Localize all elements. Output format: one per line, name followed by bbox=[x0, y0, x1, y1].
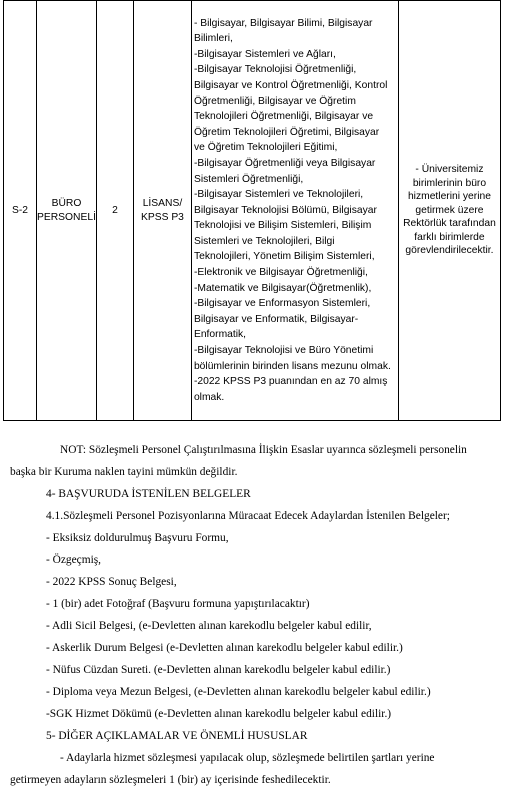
requirement-line: -Bilgisayar Öğretmenliği veya Bilgisayar bbox=[193, 157, 376, 169]
required-document-item: - Adli Sicil Belgesi, (e-Devletten alınan karekodlu belgeler kabul edilir, bbox=[46, 620, 372, 632]
requirement-line: Teknolojisi ve Bilişim Sistemleri, Bilişim bbox=[193, 220, 372, 232]
requirement-line: -Bilgisayar Sistemleri ve Ağları, bbox=[193, 48, 336, 60]
note-paragraph-line: başka bir Kuruma naklen tayini mümkün değildir. bbox=[10, 466, 238, 478]
required-document-item: - Eksiksiz doldurulmuş Başvuru Formu, bbox=[46, 532, 229, 544]
requirement-line: Bilgisayar ve Kontrol Öğretmenliği, Kontrol bbox=[193, 79, 388, 91]
note-paragraph-line: NOT: Sözleşmeli Personel Çalıştırılmasına İlişkin Esaslar uyarınca sözleşmeli personelin bbox=[60, 444, 467, 456]
requirement-line: -2022 KPSS P3 puanından en az 70 almış bbox=[193, 376, 388, 388]
requirement-line: Bilimleri, bbox=[193, 33, 233, 45]
requirement-line: olmak. bbox=[193, 391, 225, 403]
remark-line: Rektörlük tarafından bbox=[403, 218, 496, 230]
remark-line: farklı birimlerde bbox=[414, 231, 485, 243]
requirement-line: Sistemleri ve Teknolojileri, Bilgi bbox=[193, 235, 335, 247]
remark-line: görevlendirilecektir. bbox=[405, 245, 494, 257]
requirement-line: -Bilgisayar Sistemleri ve Teknolojileri, bbox=[193, 189, 364, 201]
education-level-cell bbox=[133, 1, 191, 421]
remark-line: birimlerinin büro bbox=[412, 177, 487, 189]
required-document-item: - 1 (bir) adet Fotoğraf (Başvuru formuna yapıştırılacaktır) bbox=[46, 598, 310, 610]
section-5-paragraph-line: getirmeyen adayların sözleşmeleri 1 (bir) ay içerisinde feshedilecektir. bbox=[10, 774, 331, 786]
education-level-line: KPSS P3 bbox=[140, 211, 184, 223]
requirement-line: -Bilgisayar Teknolojisi ve Büro Yönetimi bbox=[193, 345, 374, 357]
requirement-line: Teknolojileri Öğretmenliği, Bilgisayar ve bbox=[193, 111, 374, 123]
required-document-item: - Askerlik Durum Belgesi (e-Devletten alınan karekodlu belgeler kabul edilir.) bbox=[46, 642, 403, 654]
table-row bbox=[4, 1, 501, 421]
position-title-line: BÜRO bbox=[51, 197, 82, 209]
section-4-subheading: 4.1.Sözleşmeli Personel Pozisyonlarına Müracaat Edecek Adaylardan İstenilen Belgeler; bbox=[46, 510, 450, 522]
required-document-item: -SGK Hizmet Dökümü (e-Devletten alınan karekodlu belgeler kabul edilir.) bbox=[46, 708, 392, 720]
requirements-cell bbox=[191, 1, 398, 421]
position-code-cell bbox=[4, 1, 37, 421]
required-document-item: - Nüfus Cüzdan Sureti. (e-Devletten alınan karekodlu belgeler kabul edilir.) bbox=[46, 664, 391, 676]
requirement-line: Sistemleri Öğretmenliği, bbox=[193, 173, 304, 185]
remarks-cell bbox=[398, 1, 500, 421]
position-title-line: PERSONELİ bbox=[37, 211, 96, 223]
section-5-paragraph-line: - Adaylarla hizmet sözleşmesi yapılacak olup, sözleşmede belirtilen şartları yerine bbox=[60, 752, 435, 764]
positions-table-grid bbox=[3, 0, 501, 421]
remark-line: hizmetlerini yerine bbox=[407, 191, 491, 203]
requirement-line: bölümlerinin birinden lisans mezunu olmak. bbox=[193, 360, 391, 372]
remark-line: getirmek üzere bbox=[415, 204, 484, 216]
position-quantity-cell bbox=[96, 1, 133, 421]
section-4-heading: 4- BAŞVURUDA İSTENİLEN BELGELER bbox=[46, 488, 251, 500]
requirement-line: Teknolojileri, Yönetim Bilişim Sistemleri, bbox=[193, 251, 375, 263]
position-code: S-2 bbox=[11, 205, 29, 216]
requirement-line: Bilgisayar Teknolojisi Bölümü, Bilgisayar bbox=[193, 204, 377, 216]
positions-table bbox=[3, 0, 501, 421]
required-document-item: - Diploma veya Mezun Belgesi, (e-Devletten alınan karekodlu belgeler kabul edilir.) bbox=[46, 686, 431, 698]
education-level-line: LİSANS/ bbox=[142, 197, 183, 209]
requirement-line: -Bilgisayar ve Enformasyon Sistemleri, bbox=[193, 298, 371, 310]
required-document-item: - 2022 KPSS Sonuç Belgesi, bbox=[46, 576, 177, 588]
requirement-line: Enformatik, bbox=[193, 329, 247, 341]
remark-line: - Üniversitemiz bbox=[415, 163, 484, 175]
required-document-item: - Özgeçmiş, bbox=[46, 554, 102, 566]
requirement-line: Öğretmenliği, Bilgisayar ve Öğretim bbox=[193, 95, 356, 107]
section-5-heading: 5- DİĞER AÇIKLAMALAR VE ÖNEMLİ HUSUSLAR bbox=[46, 730, 308, 742]
requirement-line: Öğretim Teknolojileri Öğretimi, Bilgisayar bbox=[193, 126, 380, 138]
requirement-line: - Bilgisayar, Bilgisayar Bilimi, Bilgisayar bbox=[193, 17, 373, 29]
requirement-line: -Elektronik ve Bilgisayar Öğretmenliği, bbox=[193, 267, 368, 279]
requirement-line: -Matematik ve Bilgisayar(Öğretmenlik), bbox=[193, 282, 372, 294]
position-title-cell bbox=[37, 1, 97, 421]
requirement-line: Bilgisayar ve Enformatik, Bilgisayar- bbox=[193, 313, 359, 325]
requirement-line: -Bilgisayar Teknolojisi Öğretmenliği, bbox=[193, 64, 357, 76]
requirement-line: ve Öğretim Teknolojileri Eğitimi, bbox=[193, 142, 338, 154]
position-quantity: 2 bbox=[112, 205, 118, 216]
